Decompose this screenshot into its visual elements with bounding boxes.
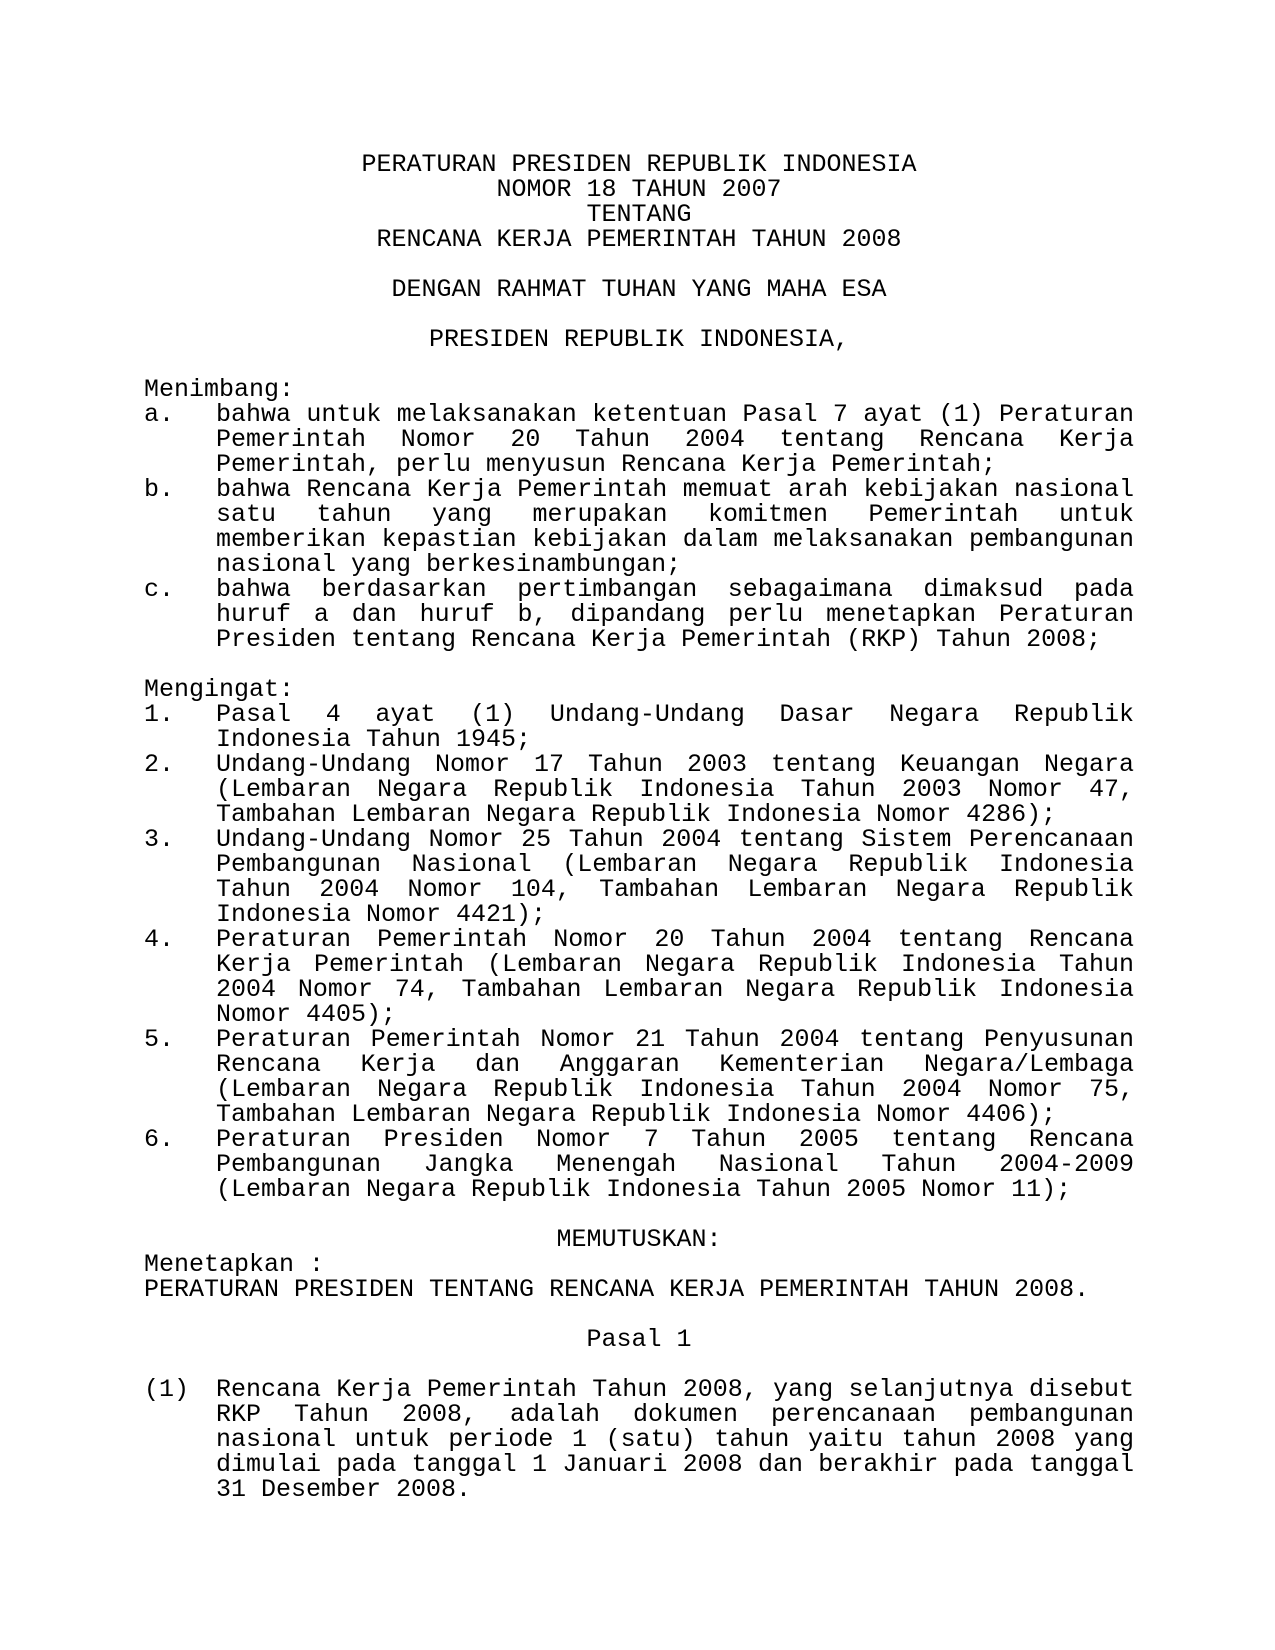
mengingat-heading: Mengingat: [144,675,295,704]
item-text: Undang-Undang Nomor 25 Tahun 2004 tentang Sistem Perencanaan Pembangunan Nasional (Lembaran Negara Republik Indonesia Tahun 2004 Nomor 104, Tambahan Lembaran Negara Republik Indonesia Nomor 4421); [216,825,1134,929]
item-label: 4. [144,925,175,954]
menetapkan-label: Menetapkan : [144,1250,325,1279]
item-label: 2. [144,750,175,779]
mengingat-item-3 [144,827,1134,927]
item-text: bahwa Rencana Kerja Pemerintah memuat arah kebijakan nasional satu tahun yang merupakan komitmen Pemerintah untuk memberikan kepastian kebijakan dalam melaksanakan pembangunan nasional yang berkesinambungan; [216,475,1134,579]
title-line-4: RENCANA KERJA PEMERINTAH TAHUN 2008 [376,225,902,254]
pasal-1-heading: Pasal 1 [586,1325,692,1354]
item-label: c. [144,575,175,604]
mengingat-item-1 [144,702,1134,752]
menetapkan-text: PERATURAN PRESIDEN TENTANG RENCANA KERJA PEMERINTAH TAHUN 2008. [144,1275,1090,1304]
pasal-1-item-1 [144,1377,1134,1502]
spacer [144,302,1134,327]
memutuskan-heading: MEMUTUSKAN: [556,1225,722,1254]
mengingat-item-4 [144,927,1134,1027]
menimbang-item-c [144,577,1134,652]
menimbang-heading: Menimbang: [144,375,295,404]
item-label: a. [144,400,175,429]
spacer [144,652,1134,677]
mengingat-item-5 [144,1027,1134,1127]
spacer [144,352,1134,377]
spacer [144,1302,1134,1327]
authority-line: PRESIDEN REPUBLIK INDONESIA, [428,325,850,354]
item-text: bahwa berdasarkan pertimbangan sebagaimana dimaksud pada huruf a dan huruf b, dipandang perlu menetapkan Peraturan Presiden tentang Rencana Kerja Pemerintah (RKP) Tahun 2008; [216,575,1134,654]
spacer [144,1352,1134,1377]
item-text: Pasal 4 ayat (1) Undang-Undang Dasar Negara Republik Indonesia Tahun 1945; [216,700,1134,754]
spacer [144,1202,1134,1227]
title-line-2: NOMOR 18 TAHUN 2007 [496,175,782,204]
mengingat-item-6 [144,1127,1134,1202]
item-text: Rencana Kerja Pemerintah Tahun 2008, yang selanjutnya disebut RKP Tahun 2008, adalah dokumen perencanaan pembangunan nasional untuk periode 1 (satu) tahun yaitu tahun 2008 yang dimulai pada tanggal 1 Januari 2008 dan berakhir pada tanggal 31 Desember 2008. [216,1375,1134,1504]
item-text: bahwa untuk melaksanakan ketentuan Pasal 7 ayat (1) Peraturan Pemerintah Nomor 20 Tahun 2004 tentang Rencana Kerja Pemerintah, perlu menyusun Rencana Kerja Pemerintah; [216,400,1134,479]
item-label: 5. [144,1025,175,1054]
item-text: Peraturan Presiden Nomor 7 Tahun 2005 tentang Rencana Pembangunan Jangka Menengah Nasional Tahun 2004-2009 (Lembaran Negara Republik Indonesia Tahun 2005 Nomor 11); [216,1125,1134,1204]
item-label: 6. [144,1125,175,1154]
mengingat-item-2 [144,752,1134,827]
title-line-3: TENTANG [586,200,692,229]
item-text: Peraturan Pemerintah Nomor 21 Tahun 2004 tentang Penyusunan Rencana Kerja dan Anggaran Kementerian Negara/Lembaga (Lembaran Negara Republik Indonesia Tahun 2004 Nomor 75, Tambahan Lembaran Negara Republik Indonesia Nomor 4406); [216,1025,1134,1129]
menimbang-item-b [144,477,1134,577]
item-label: (1) [144,1375,190,1404]
invocation-line: DENGAN RAHMAT TUHAN YANG MAHA ESA [391,275,887,304]
item-text: Peraturan Pemerintah Nomor 20 Tahun 2004 tentang Rencana Kerja Pemerintah (Lembaran Negara Republik Indonesia Tahun 2004 Nomor 74, Tambahan Lembaran Negara Republik Indonesia Nomor 4405); [216,925,1134,1029]
item-label: 1. [144,700,175,729]
item-label: 3. [144,825,175,854]
title-line-1: PERATURAN PRESIDEN REPUBLIK INDONESIA [361,150,917,179]
spacer [144,252,1134,277]
document-content [144,152,1134,1502]
menimbang-item-a [144,402,1134,477]
item-text: Undang-Undang Nomor 17 Tahun 2003 tentang Keuangan Negara (Lembaran Negara Republik Indonesia Tahun 2003 Nomor 47, Tambahan Lembaran Negara Republik Indonesia Nomor 4286); [216,750,1134,829]
item-label: b. [144,475,175,504]
